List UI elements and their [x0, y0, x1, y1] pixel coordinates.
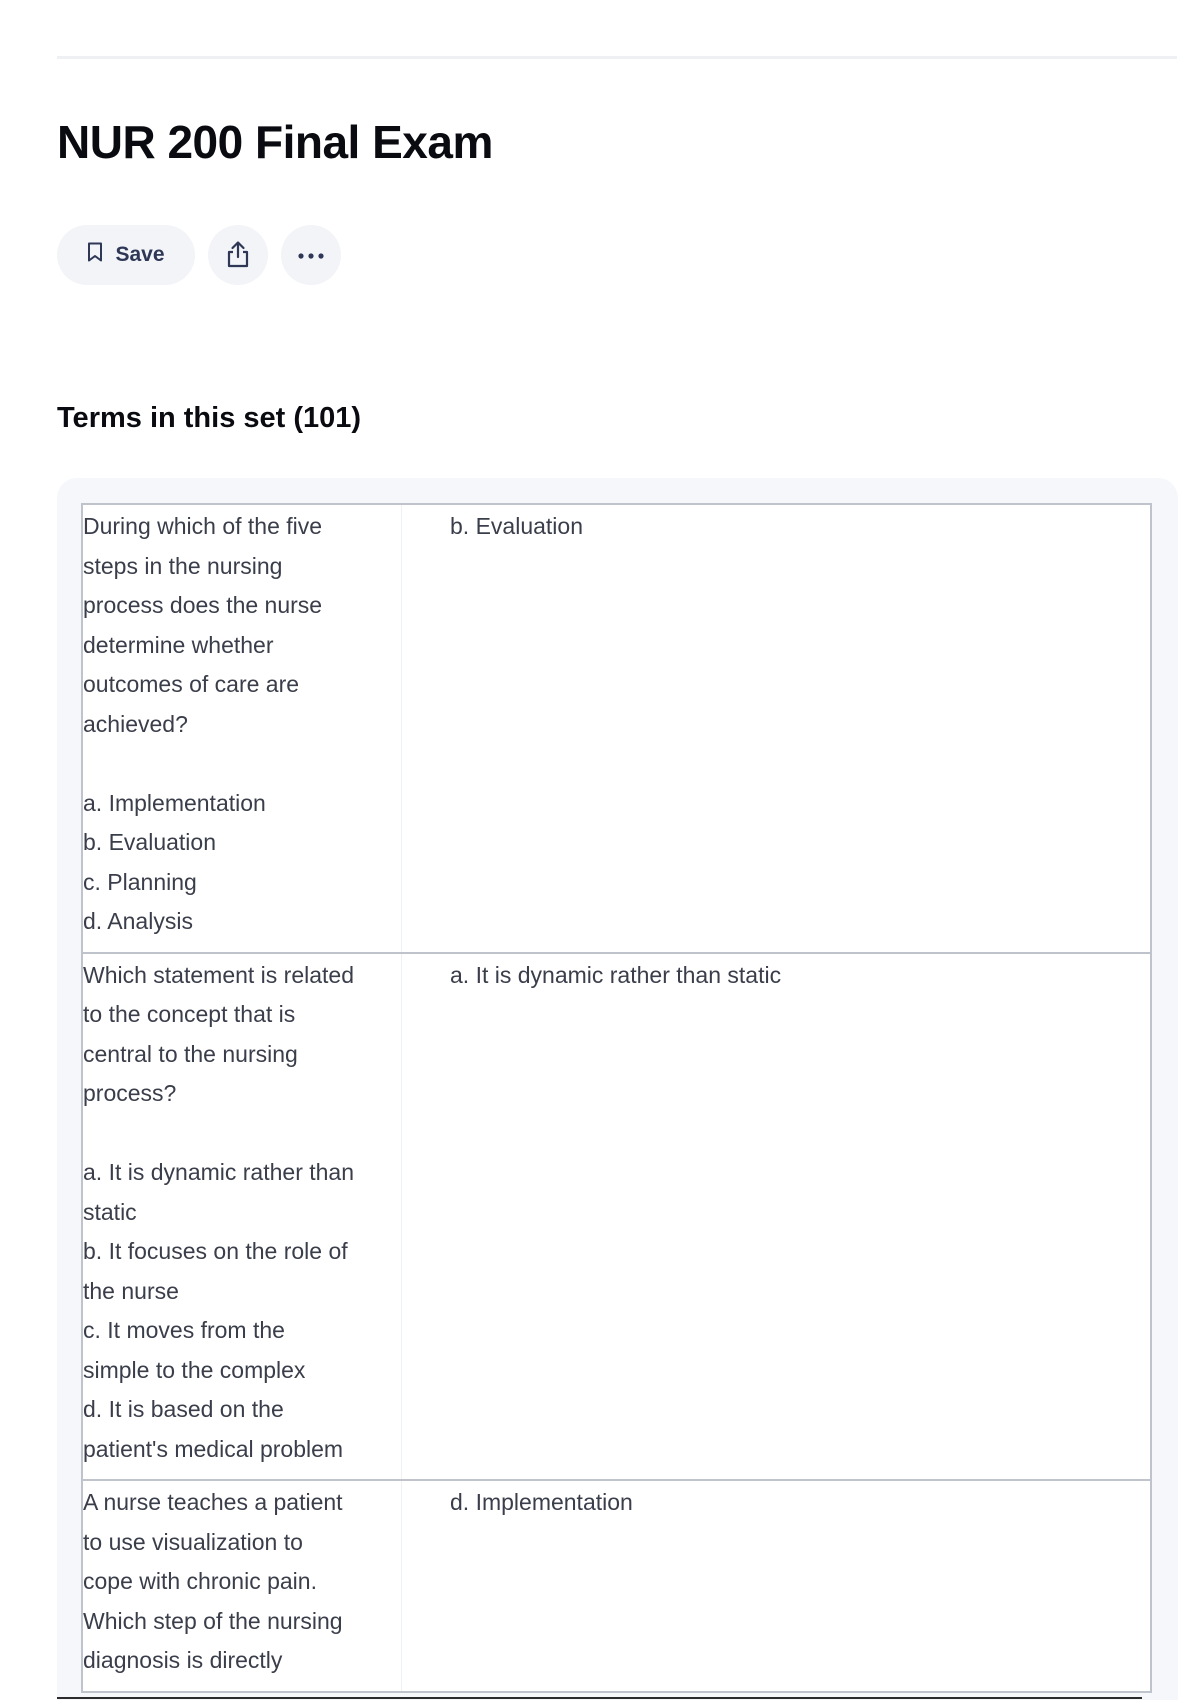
more-icon: [297, 248, 325, 263]
table-row: [82, 953, 1151, 1481]
save-button[interactable]: [57, 225, 195, 285]
bookmark-icon: [87, 242, 103, 268]
more-options-button[interactable]: [281, 225, 341, 285]
bottom-divider: [57, 1697, 1142, 1699]
table-row: [82, 504, 1151, 953]
page-title: NUR 200 Final Exam: [57, 116, 493, 168]
share-icon: [225, 240, 251, 271]
term-text: A nurse teaches a patient to use visualization to cope with chronic pain. Which step of the nursing diagnosis is directly: [82, 1480, 402, 1692]
terms-table: [81, 503, 1152, 1693]
term-text: During which of the five steps in the nursing process does the nurse determine whether outcomes of care are achieved? a. Implementation b. Evaluation c. Planning d. Analysis: [82, 504, 402, 953]
definition-text: d. Implementation: [450, 1489, 633, 1515]
share-button[interactable]: [208, 225, 268, 285]
term-text: Which statement is related to the concept that is central to the nursing process? a. It is dynamic rather than static b. It focuses on the role of the nurse c. It moves from the simple to the complex d. It is based on the patient's medical problem: [82, 953, 402, 1481]
table-row: [82, 1480, 1151, 1692]
save-label: Save: [115, 243, 165, 266]
definition-text: a. It is dynamic rather than static: [450, 961, 782, 988]
top-divider: [57, 56, 1177, 59]
terms-heading: Terms in this set (101): [57, 402, 362, 434]
definition-text: b. Evaluation: [450, 513, 583, 539]
